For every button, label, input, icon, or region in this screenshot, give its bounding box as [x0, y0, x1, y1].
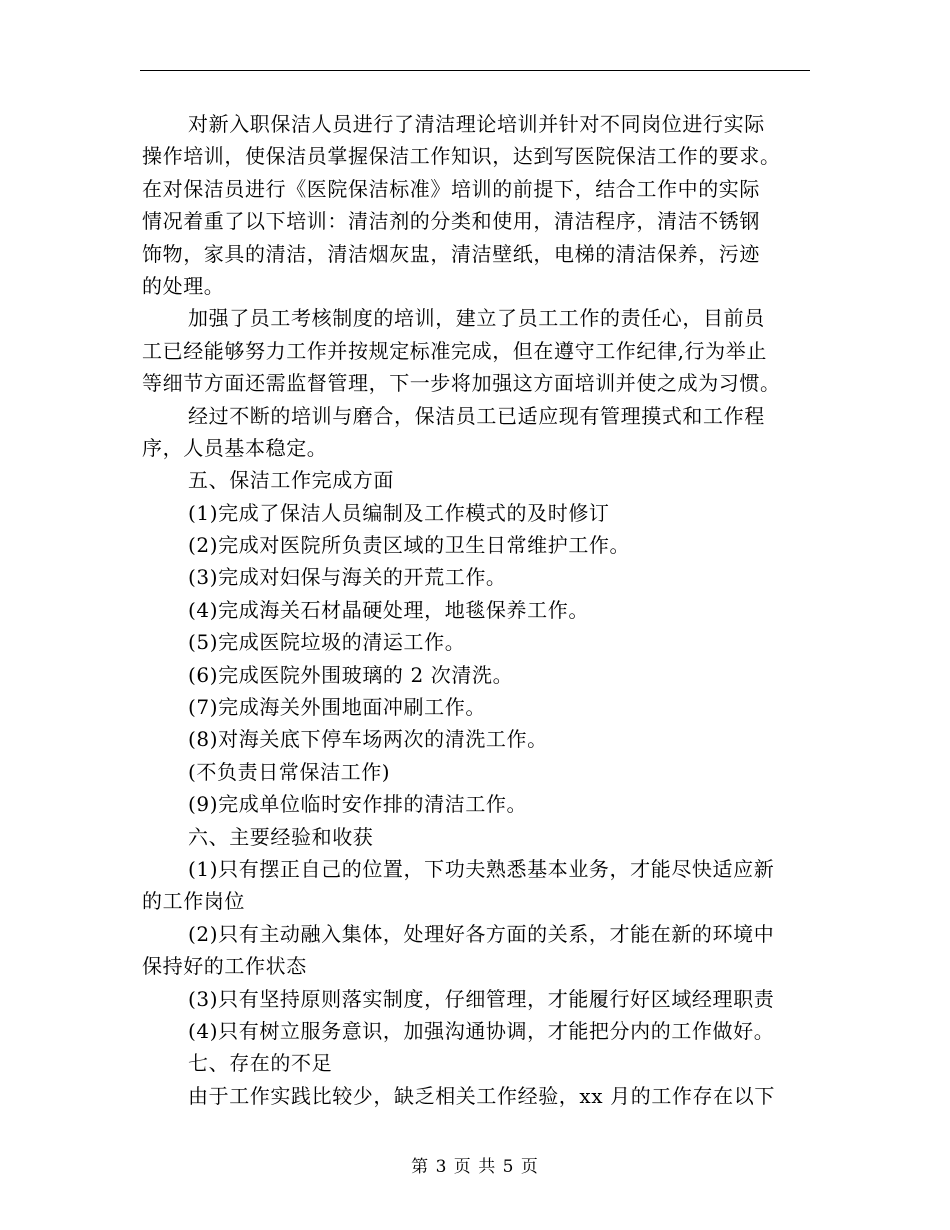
text-line: 工已经能够努力工作并按规定标准完成，但在遵守工作纪律,行为举止	[142, 338, 767, 363]
text-line: (7)完成海关外围地面冲刷工作。	[188, 695, 486, 720]
text-line: (2)完成对医院所负责区域的卫生日常维护工作。	[188, 533, 631, 558]
text-line: 在对保洁员进行《医院保洁标准》培训的前提下，结合工作中的实际	[142, 176, 760, 201]
text-line: 操作培训，使保洁员掌握保洁工作知识，达到写医院保洁工作的要求。	[142, 144, 781, 169]
document-body	[142, 108, 810, 1112]
text-line: (5)完成医院垃圾的清运工作。	[188, 630, 466, 655]
text-line: 序，人员基本稳定。	[142, 435, 328, 460]
text-line: 由于工作实践比较少，缺乏相关工作经验，xx 月的工作存在以下	[188, 1083, 775, 1108]
page-footer: 第 3 页 共 5 页	[411, 1157, 539, 1177]
text-line: (1)只有摆正自己的位置，下功夫熟悉基本业务，才能尽快适应新	[188, 856, 775, 881]
text-line: 等细节方面还需监督管理，下一步将加强这方面培训并使之成为习惯。	[142, 371, 781, 396]
text-line: 的处理。	[142, 273, 225, 298]
text-line: 情况着重了以下培训：清洁剂的分类和使用，清洁程序，清洁不锈钢	[142, 209, 760, 234]
text-line: (8)对海关底下停车场两次的清洗工作。	[188, 727, 548, 752]
text-line: 饰物，家具的清洁，清洁烟灰盅，清洁壁纸，电梯的清洁保养，污迹	[142, 241, 760, 266]
text-line: 保持好的工作状态	[142, 954, 307, 979]
text-line: 七、存在的不足	[188, 1051, 333, 1076]
text-line: 五、保洁工作完成方面	[188, 468, 394, 493]
text-line: (4)完成海关石材晶硬处理，地毯保养工作。	[188, 597, 589, 622]
header-rule	[140, 70, 810, 71]
text-line: 对新入职保洁人员进行了清洁理论培训并针对不同岗位进行实际	[188, 112, 765, 136]
text-line: (3)只有坚持原则落实制度，仔细管理，才能履行好区域经理职责	[188, 986, 775, 1011]
text-line: (3)完成对妇保与海关的开荒工作。	[188, 565, 507, 590]
text-line: (9)完成单位临时安作排的清洁工作。	[188, 792, 528, 817]
text-line: 经过不断的培训与磨合，保洁员工已适应现有管理摸式和工作程	[188, 403, 765, 428]
text-line: (6)完成医院外围玻璃的 2 次清洗。	[188, 662, 514, 687]
text-line: (4)只有树立服务意识，加强沟通协调，才能把分内的工作做好。	[188, 1018, 775, 1043]
text-line: 的工作岗位	[142, 889, 245, 914]
text-line: 六、主要经验和收获	[188, 824, 374, 849]
text-line: (1)完成了保洁人员编制及工作模式的及时修订	[188, 500, 610, 525]
text-line: 加强了员工考核制度的培训，建立了员工工作的责任心，目前员	[188, 306, 765, 331]
text-line: (不负责日常保洁工作)	[188, 759, 391, 784]
text-line: (2)只有主动融入集体，处理好各方面的关系，才能在新的环境中	[188, 921, 775, 946]
